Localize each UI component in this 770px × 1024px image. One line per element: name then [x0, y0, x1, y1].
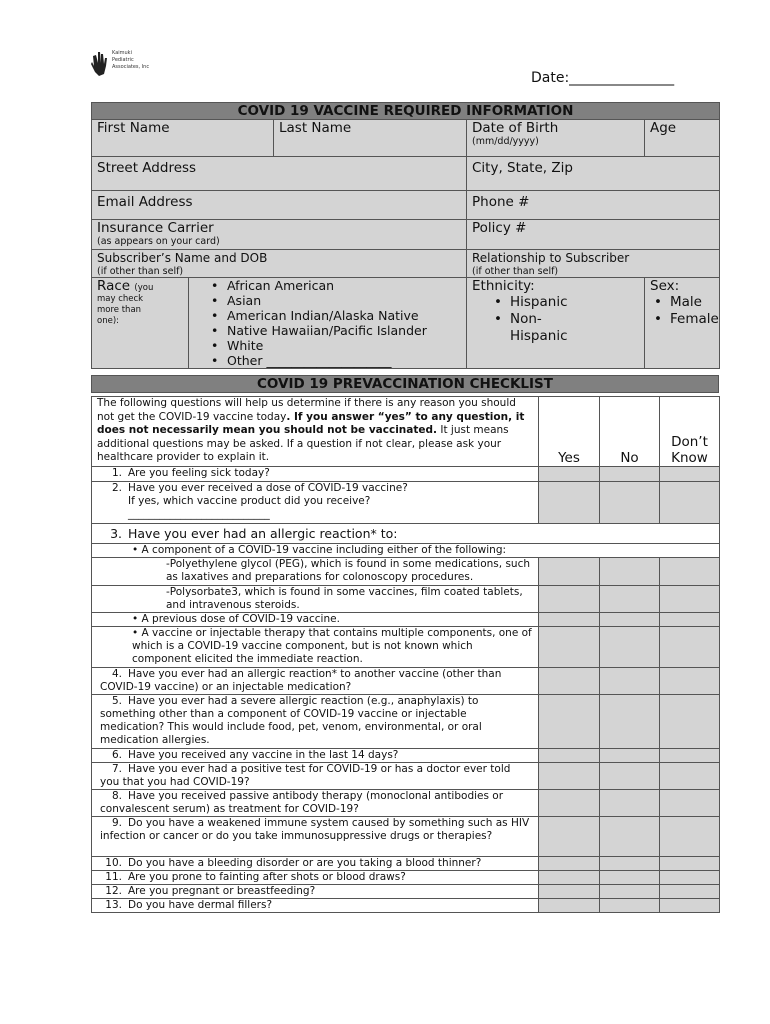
ethnicity-option[interactable]: • Hispanic — [490, 294, 639, 311]
dont-know-checkbox[interactable] — [660, 695, 720, 749]
yes-checkbox[interactable] — [539, 558, 600, 586]
yes-checkbox[interactable] — [539, 857, 600, 871]
required-information-table — [91, 102, 720, 369]
no-checkbox[interactable] — [600, 857, 660, 871]
city-state-zip-field[interactable]: City, State, Zip — [467, 157, 720, 191]
yes-checkbox[interactable] — [539, 817, 600, 857]
race-option[interactable]: • Asian — [207, 293, 427, 308]
question-row: -Polyethylene glycol (PEG), which is found in some medications, such as laxatives and preparations for colonoscopy procedures. — [92, 558, 720, 586]
question-row: 9. Do you have a weakened immune system caused by something such as HIV infection or cancer or do you take immunosuppressive drugs or therapies? — [92, 817, 720, 857]
yes-checkbox[interactable] — [539, 749, 600, 763]
no-checkbox[interactable] — [600, 749, 660, 763]
policy-field[interactable]: Policy # — [467, 220, 720, 250]
relationship-field[interactable]: Relationship to Subscriber (if other than self) — [467, 250, 720, 278]
yes-checkbox[interactable] — [539, 482, 600, 524]
no-checkbox[interactable] — [600, 899, 660, 913]
ethnicity-label: Ethnicity: — [472, 278, 535, 294]
yes-checkbox[interactable] — [539, 790, 600, 817]
yes-checkbox[interactable] — [539, 899, 600, 913]
race-hint-2: may check more than one): — [97, 294, 144, 326]
question-row: 3. Have you ever had an allergic reaction* to: — [92, 524, 720, 544]
dont-know-checkbox[interactable] — [660, 885, 720, 899]
yes-column-header: Yes — [539, 397, 600, 467]
yes-checkbox[interactable] — [539, 668, 600, 695]
ethnicity-option[interactable]: • Non-Hispanic — [490, 311, 570, 345]
checklist-title-table — [91, 375, 719, 393]
first-name-field[interactable]: First Name — [92, 120, 274, 157]
required-information-title: COVID 19 VACCINE REQUIRED INFORMATION — [92, 103, 720, 120]
question-row: 13. Do you have dermal fillers? — [92, 899, 720, 913]
dont-know-checkbox[interactable] — [660, 482, 720, 524]
yes-checkbox[interactable] — [539, 627, 600, 668]
checklist-intro: The following questions will help us determine if there is any reason you should not get the COVID-19 vaccine today. If you answer “yes” to any question, it does not necessarily mean you should not be vaccinated. It just means additional questions may be asked. If a question if not clear, please ask your healthcare provider to explain it. — [92, 397, 539, 467]
dont-know-checkbox[interactable] — [660, 558, 720, 586]
race-option[interactable]: • White — [207, 338, 427, 353]
question-row: -Polysorbate3, which is found in some vaccines, film coated tablets, and intravenous steroids. — [92, 586, 720, 613]
no-checkbox[interactable] — [600, 817, 660, 857]
yes-checkbox[interactable] — [539, 467, 600, 482]
no-column-header: No — [600, 397, 660, 467]
prevaccination-checklist — [91, 396, 720, 913]
race-hint-1: (you — [134, 283, 154, 293]
question-row: 7. Have you ever had a positive test for COVID-19 or has a doctor ever told you that you had COVID-19? — [92, 763, 720, 790]
yes-checkbox[interactable] — [539, 871, 600, 885]
dont-know-column-header: Don’t Know — [660, 397, 720, 467]
no-checkbox[interactable] — [600, 885, 660, 899]
question-row: 12. Are you pregnant or breastfeeding? — [92, 885, 720, 899]
yes-checkbox[interactable] — [539, 695, 600, 749]
dont-know-checkbox[interactable] — [660, 857, 720, 871]
hand-logo-icon — [90, 50, 110, 80]
sex-option[interactable]: • Male — [650, 294, 714, 311]
dont-know-checkbox[interactable] — [660, 467, 720, 482]
dont-know-checkbox[interactable] — [660, 749, 720, 763]
question-row: 5. Have you ever had a severe allergic reaction (e.g., anaphylaxis) to something other than a component of COVID-19 vaccine or injectable medication? This would include food, pet, venom, environmental, or oral medication allergies. — [92, 695, 720, 749]
question-row: • A previous dose of COVID-19 vaccine. — [92, 613, 720, 627]
dont-know-checkbox[interactable] — [660, 668, 720, 695]
dont-know-checkbox[interactable] — [660, 790, 720, 817]
dob-field[interactable]: Date of Birth (mm/dd/yyyy) — [467, 120, 645, 157]
race-option[interactable]: • American Indian/Alaska Native — [207, 308, 427, 323]
email-field[interactable]: Email Address — [92, 191, 467, 220]
last-name-field[interactable]: Last Name — [274, 120, 467, 157]
dont-know-checkbox[interactable] — [660, 613, 720, 627]
dont-know-checkbox[interactable] — [660, 817, 720, 857]
question-row: 4. Have you ever had an allergic reaction* to another vaccine (other than COVID-19 vaccine) or an injectable medication? — [92, 668, 720, 695]
race-field[interactable] — [92, 278, 467, 369]
question-row: 6. Have you received any vaccine in the last 14 days? — [92, 749, 720, 763]
logo-line-1: Kaimuki — [112, 50, 132, 56]
yes-checkbox[interactable] — [539, 613, 600, 627]
sex-option[interactable]: • Female — [650, 311, 714, 328]
no-checkbox[interactable] — [600, 558, 660, 586]
no-checkbox[interactable] — [600, 695, 660, 749]
street-address-field[interactable]: Street Address — [92, 157, 467, 191]
question-row: 2. Have you ever received a dose of COVID-19 vaccine? If yes, which vaccine product did you receive? ___________________________ — [92, 482, 720, 524]
no-checkbox[interactable] — [600, 790, 660, 817]
no-checkbox[interactable] — [600, 627, 660, 668]
checklist-title: COVID 19 PREVACCINATION CHECKLIST — [92, 376, 719, 393]
yes-checkbox[interactable] — [539, 763, 600, 790]
question-row: • A vaccine or injectable therapy that contains multiple components, one of which is a COVID-19 vaccine component, but is not known which component elicited the immediate reaction. — [92, 627, 720, 668]
logo-line-2: Pediatric — [112, 57, 134, 63]
clinic-logo — [90, 48, 170, 84]
dont-know-checkbox[interactable] — [660, 586, 720, 613]
sex-field[interactable] — [645, 278, 720, 369]
no-checkbox[interactable] — [600, 613, 660, 627]
dont-know-checkbox[interactable] — [660, 899, 720, 913]
no-checkbox[interactable] — [600, 763, 660, 790]
logo-line-3: Associates, Inc — [112, 64, 150, 70]
dont-know-checkbox[interactable] — [660, 871, 720, 885]
vaccine-product-line[interactable]: ___________________________ — [128, 508, 270, 520]
ethnicity-field[interactable] — [467, 278, 645, 369]
no-checkbox[interactable] — [600, 668, 660, 695]
question-row: 11. Are you prone to fainting after shots or blood draws? — [92, 871, 720, 885]
yes-checkbox[interactable] — [539, 586, 600, 613]
insurance-carrier-field[interactable]: Insurance Carrier (as appears on your card) — [92, 220, 467, 250]
age-field[interactable]: Age — [645, 120, 720, 157]
yes-checkbox[interactable] — [539, 885, 600, 899]
subscriber-field[interactable]: Subscriber’s Name and DOB (if other than self) — [92, 250, 467, 278]
no-checkbox[interactable] — [600, 871, 660, 885]
no-checkbox[interactable] — [600, 467, 660, 482]
date-field[interactable]: Date:_______________ — [531, 70, 675, 86]
dont-know-checkbox[interactable] — [660, 763, 720, 790]
race-option[interactable]: • Other ____________________ — [207, 353, 427, 368]
logo-text — [112, 50, 149, 71]
race-label: Race — [97, 278, 131, 294]
dont-know-checkbox[interactable] — [660, 627, 720, 668]
sex-label: Sex: — [650, 278, 680, 294]
race-option[interactable]: • African American — [207, 278, 427, 293]
question-row: 1. Are you feeling sick today? — [92, 467, 720, 482]
no-checkbox[interactable] — [600, 586, 660, 613]
question-row: 8. Have you received passive antibody therapy (monoclonal antibodies or convalescent serum) as treatment for COVID-19? — [92, 790, 720, 817]
phone-field[interactable]: Phone # — [467, 191, 720, 220]
question-row: • A component of a COVID-19 vaccine including either of the following: — [92, 544, 720, 558]
no-checkbox[interactable] — [600, 482, 660, 524]
race-option[interactable]: • Native Hawaiian/Pacific Islander — [207, 323, 427, 338]
question-row: 10. Do you have a bleeding disorder or are you taking a blood thinner? — [92, 857, 720, 871]
